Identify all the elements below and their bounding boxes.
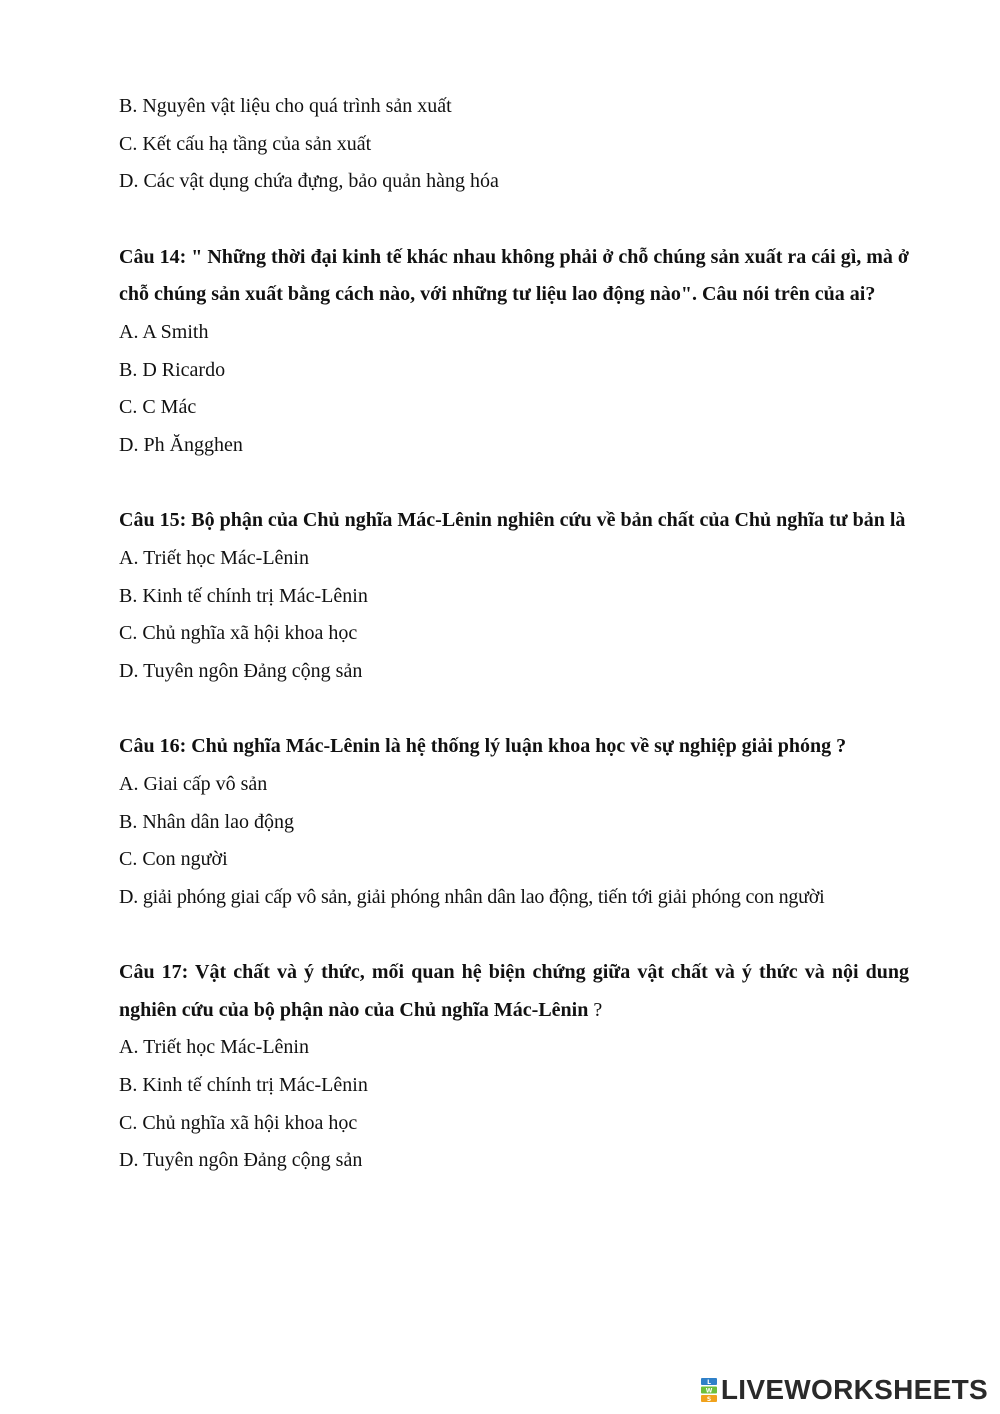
option-b: B. D Ricardo	[119, 358, 226, 381]
option-c: C. C Mác	[119, 396, 197, 419]
option-prev-d: D. Các vật dụng chứa đựng, bảo quản hàng hóa	[119, 170, 499, 193]
option-prev-b: B. Nguyên vật liệu cho quá trình sản xuất	[119, 95, 452, 117]
question-text	[119, 728, 909, 766]
option-b: B. Nhân dân lao động	[119, 810, 294, 833]
worksheet-page	[119, 88, 909, 1180]
spacer	[119, 916, 909, 954]
question-text	[119, 502, 909, 540]
spacer	[119, 201, 909, 239]
question-16-text: Câu 16: Chủ nghĩa Mác-Lênin là hệ thống lý luận khoa học về sự nghiệp giải phóng ?	[119, 735, 847, 758]
option-prev-c: C. Kết cấu hạ tầng của sản xuất	[119, 132, 372, 155]
question-15-text: Câu 15: Bộ phận của Chủ nghĩa Mác-Lênin nghiên cứu về bản chất của Chủ nghĩa tư bản là	[119, 509, 906, 532]
question-16	[119, 728, 909, 916]
question-text	[119, 954, 909, 1029]
option-b: B. Kinh tế chính trị Mác-Lênin	[119, 584, 368, 607]
question-14	[119, 239, 909, 465]
question-17-text: Câu 17: Vật chất và ý thức, mối quan hệ biện chứng giữa vật chất và ý thức và nội dung nghiên cứu của bộ phận nào của Chủ nghĩa Mác-Lênin	[119, 961, 909, 1021]
option-d: D. Tuyên ngôn Đảng cộng sản	[119, 659, 363, 682]
option-a: A. Giai cấp vô sản	[119, 772, 268, 795]
question-17	[119, 954, 909, 1180]
question-14-text: Câu 14: " Những thời đại kinh tế khác nhau không phải ở chỗ chúng sản xuất ra cái gì, mà ở chỗ chúng sản xuất bằng cách nào, với những tư liệu lao động nào". Câu nói trên của ai?	[119, 245, 909, 306]
question-17-tail: ?	[588, 998, 603, 1021]
spacer	[119, 464, 909, 502]
question-15	[119, 502, 909, 690]
logo-mark-letter-s: S	[706, 1395, 712, 1402]
option-c: C. Chủ nghĩa xã hội khoa học	[119, 1111, 358, 1134]
question-text	[119, 239, 909, 314]
option-a: A. Triết học Mác-Lênin	[119, 546, 309, 569]
liveworksheets-logo	[701, 1375, 988, 1405]
option-a: A. Triết học Mác-Lênin	[119, 1036, 309, 1059]
option-a: A. A Smith	[119, 320, 209, 343]
option-d: D. Tuyên ngôn Đảng cộng sản	[119, 1149, 363, 1172]
option-b: B. Kinh tế chính trị Mác-Lênin	[119, 1074, 368, 1097]
option-c: C. Chủ nghĩa xã hội khoa học	[119, 622, 358, 645]
logo-mark-letter-w: W	[705, 1387, 713, 1395]
option-c: C. Con người	[119, 848, 228, 871]
liveworksheets-logo-icon	[701, 1378, 717, 1402]
logo-mark-letter-l: L	[706, 1378, 711, 1386]
option-d: D. Ph Ăngghen	[119, 433, 243, 456]
spacer	[119, 690, 909, 728]
liveworksheets-logo-text: LIVEWORKSHEETS	[720, 1374, 988, 1405]
option-d: D. giải phóng giai cấp vô sản, giải phóng nhân dân lao động, tiến tới giải phóng con người	[119, 885, 825, 908]
